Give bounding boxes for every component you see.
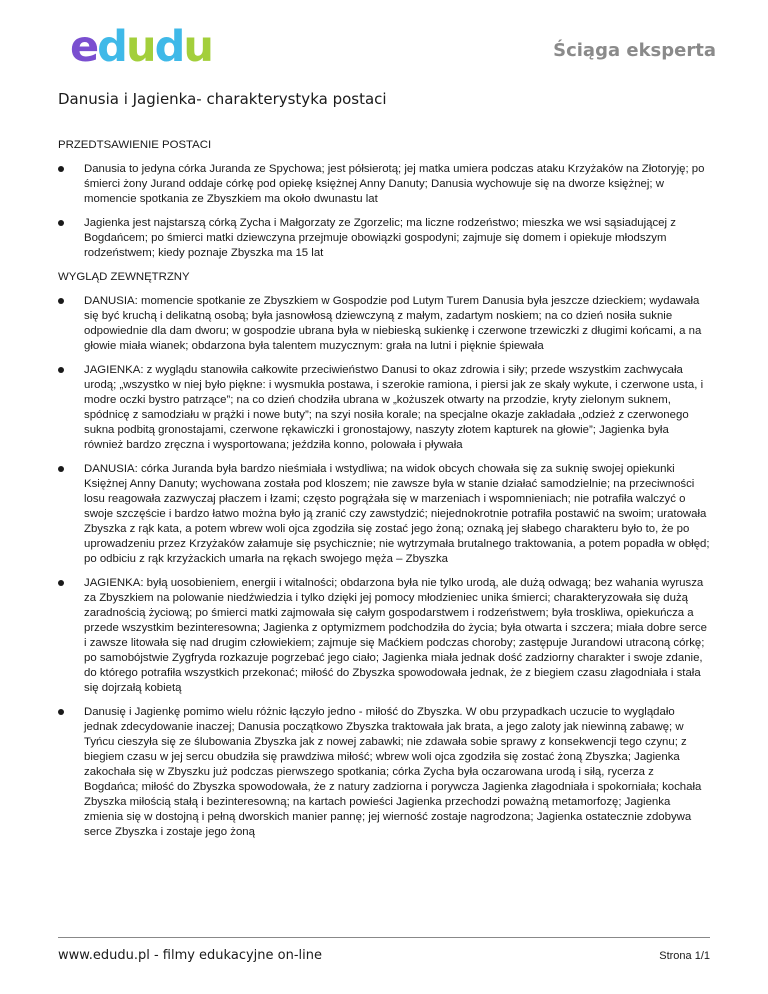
list-item-text: DANUSIA: córka Juranda była bardzo nieśmiała i wstydliwa; na widok obcych chowała się za suknię swojej opiekunki Księżnej Anny Danuty; wychowana została pod kloszem; nie zawsze była w stanie działać samodzielnie; na przeciwności losu reagowała zazwyczaj płaczem i łzami; często pogrążała się w marzeniach i wspomnieniach; nie potrafiła walczyć o swoje szczęście i bardzo łatwo można było ją zranić czy zawstydzić; niejednokrotnie potrafiła postawić na swoim; uratowała Zbyszka z rąk kata, a potem wbrew woli ojca zgodziła się zostać jego żoną; oznaką jej słabego charakteru było to, że po uprowadzeniu przez Krzyżaków załamuje się psychicznie; nie wytrzymała brutalnego traktowania, a potem popadła w obłęd; po odbiciu z rąk krzyżackich umarła na rękach swojego męża – Zbyszka (84, 463, 710, 565)
footer-divider (58, 937, 710, 938)
list-item (58, 363, 710, 453)
bullet-icon (58, 466, 64, 472)
bullet-icon (58, 709, 64, 715)
bullet-list (58, 294, 710, 840)
tagline: Ściąga eksperta (553, 40, 716, 61)
list-item-text: JAGIENKA: z wyglądu stanowiła całkowite przeciwieństwo Danusi to okaz zdrowia i siły; przede wszystkim zachwycała urodą; „wszystko w niej było piękne: i wysmukła postawa, i szerokie ramiona, i piersi jak ze skały wykute, i czerwone usta, i modre oczki bystro patrzące”; na co dzień chodziła ubrana w „kożuszek otwarty na przodzie, kryty zielonym suknem, spódnicę z samodziału w prążki i nowe buty”; na szyi nosiła korale; na specjalne okazje zakładała „odzież z czerwonego sukna podbitą gronostajami, czerwone rękawiczki i gronostajowy, naszyty złotem kapturek na głowie”; Jagienka była również bardzo zręczna i wysportowana; jeździła konno, polowała i pływała (84, 364, 704, 451)
section-introduction (58, 138, 710, 261)
bullet-icon (58, 166, 64, 172)
document-title: Danusia i Jagienka- charakterystyka postaci (58, 90, 387, 108)
bullet-list (58, 162, 710, 261)
section-heading: WYGLĄD ZEWNĘTRZNY (58, 271, 190, 283)
list-item-text: Danusia to jedyna córka Juranda ze Spychowa; jest półsierotą; jej matka umiera podczas ataku Krzyżaków na Złotoryję; po śmierci żony Jurand oddaje córkę pod opiekę księżnej Anny Danuty; Danusia wychowuje się na dworze księżnej; w momencie spotkania ze Zbyszkiem ma około dwunastu lat (84, 163, 705, 205)
list-item (58, 162, 710, 207)
list-item (58, 705, 710, 840)
logo-letter-d: d (97, 22, 126, 72)
list-item-text: JAGIENKA: byłą uosobieniem, energii i witalności; obdarzona była nie tylko urodą, ale dużą odwagą; bez wahania wyrusza za Zbyszkiem na polowanie niedźwiedzia i tylko dzięki jej pomocy młodzieniec unika śmierci; charakteryzowała się dużą zaradnością życiową; po śmierci matki zajmowała się całym gospodarstwem i rodzeństwem; była troskliwa, opiekuńcza a przede wszystkim bezinteresowna; Jagienka z optymizmem podchodziła do życia; była otwarta i szczera; miała dobre serce i zawsze litowała się nad drugim człowiekiem; zajmuje się Maćkiem podczas choroby; zastępuje Jurandowi utraconą córkę; po samobójstwie Zygfryda rozkazuje pogrzebać jego ciało; Jagienka miała jednak dość zadziorny charakter i swoje zdanie, do którego potrafiła wszystkich przekonać; miłość do Zbyszka spowodowała jednak, że z biegiem czasu złagodniała i stała się dojrzałą kobietą (84, 577, 707, 694)
bullet-icon (58, 220, 64, 226)
bullet-icon (58, 298, 64, 304)
list-item (58, 462, 710, 567)
logo-letter-e: e (70, 22, 98, 72)
edudu-logo (70, 22, 212, 72)
bullet-icon (58, 580, 64, 586)
bullet-icon (58, 367, 64, 373)
list-item (58, 216, 710, 261)
footer-site-link[interactable]: www.edudu.pl - filmy edukacyjne on-line (58, 948, 322, 963)
page-number: Strona 1/1 (659, 950, 710, 962)
section-heading: PRZEDTSAWIENIE POSTACI (58, 139, 212, 151)
section-appearance (58, 270, 710, 840)
list-item-text: DANUSIA: momencie spotkanie ze Zbyszkiem w Gospodzie pod Lutym Turem Danusia była jeszcze dzieckiem; wydawała się być kruchą i delikatną osobą; była jasnowłosą dziewczyną z małym, zadartym noskiem; na co dzień nosiła suknie odpowiednie dla dam dworu; w gospodzie ubrana była w niebieską sukienkę i czerwone trzewiczki z długimi końcami, a na głowie miała wianek; obdarzona była talentem muzycznym: grała na lutni i pięknie śpiewała (84, 295, 702, 352)
document-body (58, 138, 710, 849)
list-item (58, 576, 710, 696)
list-item-text: Danusię i Jagienkę pomimo wielu różnic łączyło jedno - miłość do Zbyszka. W obu przypadkach uczucie to wyglądało jednak zdecydowanie inaczej; Danusia początkowo Zbyszka traktowała jak brata, a jego zaloty jak niewinną zabawę; w Tyńcu cieszyła się ze ślubowania Zbyszka jak z nowej zabawki; nie zdawała sobie sprawy z konsekwencji tego czynu; z biegiem czasu w jej sercu obudziła się prawdziwa miłość; wbrew woli ojca zgodziła się zostać żoną Zbyszka; Jagienka zakochała się w Zbyszku już podczas pierwszego spotkania; córka Zycha była oczarowana urodą i siłą, rycerza z Bogdańca; miłość do Zbyszka spowodowała, że z natury zadziorna i porywcza Jagienka złagodniała i spokorniała; kochała Zbyszka miłością stałą i bezinteresowną; na kartach powieści Jagienka przechodzi poważną metamorfozę; Jagienka zmienia się w dostojną i pełną dworskich manier pannę; jej wierność zostaje nagrodzona; Jagienka ostatecznie zdobywa serce Zbyszka i zostaje jego żoną (84, 706, 702, 838)
logo-letter-d: d (154, 22, 184, 72)
list-item-text: Jagienka jest najstarszą córką Zycha i Małgorzaty ze Zgorzelic; ma liczne rodzeństwo; mieszka we wsi sąsiadującej z Bogdańcem; po śmierci matki dziewczyna przejmuje obowiązki gospodyni; zajmuje się domem i opiekuje młodszym rodzeństwem; kiedy poznaje Zbyszka ma 15 lat (84, 217, 676, 259)
logo-letter-u: u (183, 22, 212, 72)
logo-letter-u: u (125, 22, 155, 72)
list-item (58, 294, 710, 354)
